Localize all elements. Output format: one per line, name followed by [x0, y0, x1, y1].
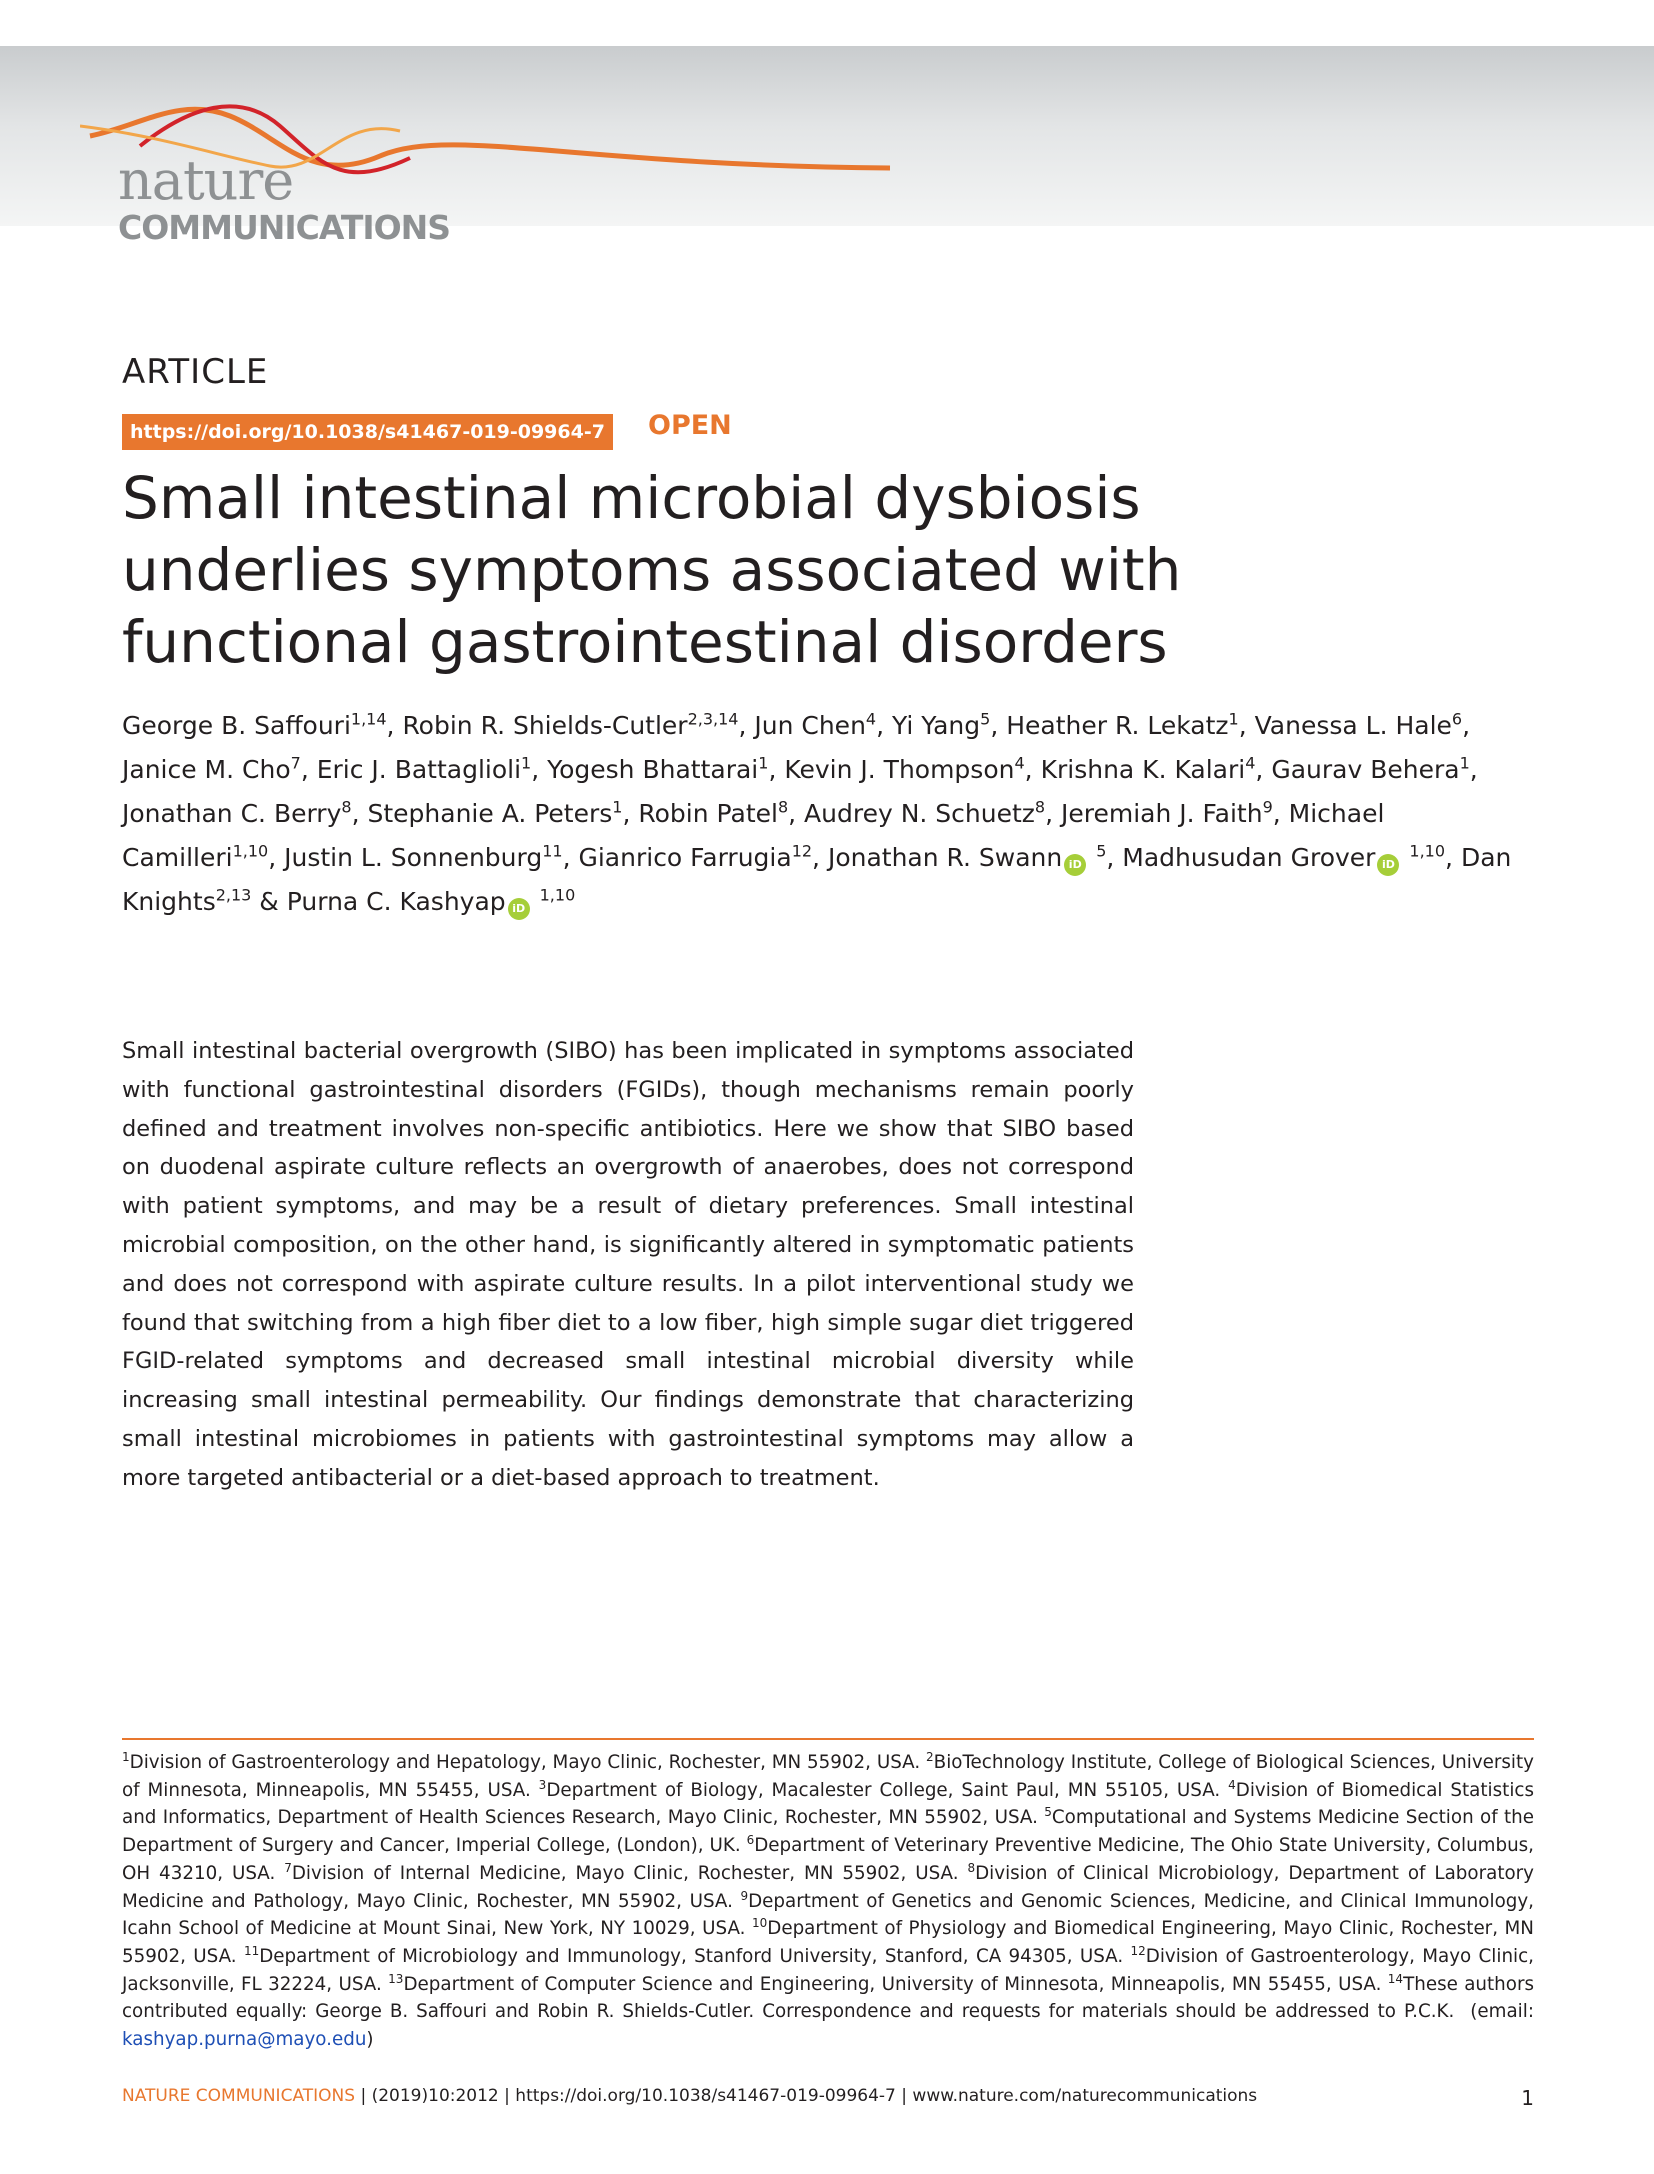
footnote-number: 2: [926, 1749, 934, 1764]
author-affiliation-number: 5: [980, 709, 991, 729]
footnote-text: These authors contributed equally: George B. Saffouri and Robin R. Shields-Cutler. Correspondence and requests for materials should be addressed to P.C.K.: [122, 1973, 1534, 2023]
correspondence-prefix: (email:: [1462, 2001, 1534, 2023]
author-affiliation-number: 1: [1228, 709, 1239, 729]
author-name: Gianrico Farrugia: [578, 843, 792, 872]
author-affiliation-number: 7: [290, 753, 301, 773]
author-affiliation-number: 2,13: [215, 885, 252, 905]
footnote-number: 7: [284, 1860, 292, 1875]
author-name: Madhusudan Grover: [1122, 843, 1376, 872]
author-name: Jonathan C. Berry: [122, 799, 342, 828]
article-type-label: ARTICLE: [122, 352, 269, 392]
footnote-text: Division of Biomedical Statistics and Informatics, Department of Health Sciences Research, Mayo Clinic, Rochester, MN 55902, USA.: [122, 1779, 1534, 1829]
author-affiliation-number: 12: [791, 841, 813, 861]
author-name: Jonathan R. Swann: [827, 843, 1063, 872]
footnote-number: 10: [751, 1916, 768, 1931]
author-name: Janice M. Cho: [122, 755, 291, 784]
author-name: Audrey N. Schuetz: [804, 799, 1035, 828]
author-affiliation-number: 6: [1451, 709, 1463, 729]
article-title: Small intestinal microbial dysbiosis underlies symptoms associated with functional gastrointestinal disorders: [122, 464, 1182, 676]
author-name: Robin R. Shields-Cutler: [402, 711, 688, 740]
author-name: Robin Patel: [638, 799, 778, 828]
author-name: Yi Yang: [892, 711, 981, 740]
footnote-text: Department of Biology, Macalester College, Saint Paul, MN 55105, USA.: [546, 1779, 1229, 1801]
footnote-divider: [122, 1738, 1534, 1740]
author-name: Jun Chen: [754, 711, 866, 740]
footnote-text: Department of Computer Science and Engineering, University of Minnesota, Minneapolis, MN 55455, USA.: [403, 1973, 1388, 1995]
footer-website-link[interactable]: www.nature.com/naturecommunications: [912, 2086, 1258, 2106]
footnote-text: Department of Physiology and Biomedical Engineering, Mayo Clinic, Rochester, MN 55902, USA.: [122, 1918, 1534, 1967]
author-affiliation-number: 1,14: [350, 709, 387, 729]
author-affiliation-number: 4: [865, 709, 877, 729]
author-affiliation-number: 4: [1014, 753, 1025, 773]
author-name: Purna C. Kashyap: [286, 887, 506, 916]
footnote-number: 13: [388, 1971, 404, 1986]
author-name: Krishna K. Kalari: [1040, 755, 1246, 784]
footnote-number: 5: [1044, 1805, 1052, 1820]
author-affiliation-number: 1,10: [232, 841, 269, 861]
footnote-text: Division of Clinical Microbiology, Department of Laboratory Medicine and Pathology, Mayo Clinic, Rochester, MN 55902, USA.: [122, 1862, 1535, 1912]
author-affiliation-number: 8: [341, 797, 352, 817]
footnote-text: Division of Gastroenterology, Mayo Clinic, Jacksonville, FL 32224, USA.: [122, 1945, 1534, 1995]
author-affiliation-number: 5: [1096, 841, 1107, 861]
author-name: Jeremiah J. Faith: [1061, 799, 1263, 828]
correspondence-suffix: ): [366, 2029, 374, 2051]
footnote-text: Department of Genetics and Genomic Sciences, Medicine, and Clinical Immunology, Icahn School of Medicine at Mount Sinai, New York, NY 10029, USA.: [122, 1890, 1534, 1940]
author-affiliation-number: 1,10: [1409, 841, 1446, 861]
footnote-number: 3: [538, 1777, 547, 1792]
author-name: Dan Knights: [122, 843, 1512, 916]
footnote-text: Department of Veterinary Preventive Medicine, The Ohio State University, Columbus, OH 43210, USA.: [122, 1835, 1534, 1884]
author-affiliation-number: 2,3,14: [687, 709, 739, 729]
footnote-number: 6: [746, 1833, 755, 1848]
open-access-label: OPEN: [648, 410, 732, 441]
journal-banner: [0, 46, 1654, 247]
footnote-number: 8: [967, 1860, 976, 1875]
author-affiliation-number: 1: [1459, 753, 1470, 773]
author-affiliation-number: 1: [612, 797, 623, 817]
footnote-text: Division of Gastroenterology and Hepatology, Mayo Clinic, Rochester, MN 55902, USA.: [129, 1752, 927, 1773]
footnote-number: 12: [1130, 1943, 1146, 1958]
footer-doi-link[interactable]: https://doi.org/10.1038/s41467-019-09964-7: [515, 2086, 896, 2106]
abstract: Small intestinal bacterial overgrowth (SIBO) has been implicated in symptoms associated with functional gastrointestinal disorders (FGIDs), though mechanisms remain poorly defined and treatment involves non-specific antibiotics. Here we show that SIBO based on duodenal aspirate culture reflects an overgrowth of anaerobes, does not correspond with patient symptoms, and may be a result of dietary preferences. Small intestinal microbial composition, on the other hand, is significantly altered in symptomatic patients and does not correspond with aspirate culture results. In a pilot interventional study we found that switching from a high fiber diet to a low fiber, high simple sugar diet triggered FGID-related symptoms and decreased small intestinal microbial diversity while increasing small intestinal permeability. Our findings demonstrate that characterizing small intestinal microbiomes in patients with gastrointestinal symptoms may allow a more targeted antibacterial or a diet-based approach to treatment.: [122, 1038, 1134, 1491]
logo-communications-text: COMMUNICATIONS: [118, 208, 451, 247]
footnote-text: BioTechnology Institute, College of Biological Sciences, University of Minnesota, Minneapolis, MN 55455, USA.: [122, 1752, 1534, 1801]
footnote-number: 9: [740, 1888, 749, 1903]
author-name: Michael Camilleri: [122, 799, 1385, 872]
author-affiliation-number: 8: [1034, 797, 1046, 817]
page-number: 1: [1521, 2086, 1534, 2110]
author-affiliation-number: 1: [521, 753, 532, 773]
orcid-icon[interactable]: iD: [508, 898, 530, 920]
footnote-number: 4: [1228, 1777, 1236, 1792]
logo-nature-text: nature: [118, 149, 294, 212]
footnote-text: Department of Microbiology and Immunology, Stanford University, Stanford, CA 94305, USA.: [259, 1945, 1131, 1967]
author-affiliation-number: 4: [1245, 753, 1256, 773]
author-name: Eric J. Battaglioli: [316, 755, 522, 784]
author-affiliation-number: 11: [542, 841, 563, 861]
correspondence-email-link[interactable]: kashyap.purna@mayo.edu: [122, 2029, 367, 2051]
author-name: Gaurav Behera: [1271, 755, 1460, 784]
author-affiliation-number: 1,10: [539, 885, 576, 905]
page-footer: [122, 2086, 1534, 2110]
footnote-number: 1: [122, 1749, 130, 1764]
author-name: Heather R. Lekatz: [1006, 711, 1229, 740]
author-affiliation-number: 1: [758, 753, 769, 773]
author-name: George B. Saffouri: [122, 711, 351, 740]
author-list: George B. Saffouri$^{1,14}$, Robin R. Shields-Cutler$^{2,3,14}$, Jun Chen$^4$, Yi Yang$^5$, Heather R. Lekatz$^1$, Vanessa L. Hale$^6$, Janice M. Cho$^7$, Eric J. Battaglioli$^1$, Yogesh Bhattarai$^1$, Kevin J. Thompson$^4$, Krishna K. Kalari$^4$, Gaurav Behera$^1$, Jonathan C. Berry$^8$, Stephanie A. Peters$^1$, Robin Patel$^8$, Audrey N. Schuetz$^8$, Jeremiah J. Faith$^9$, Michael Camilleri$^{1,10}$, Justin L. Sonnenburg$^{11}$, Gianrico Farrugia$^{12}$, Jonathan R. Swann iD $^5$, Madhusudan Grover iD $^{1,10}$, Dan Knights$^{2,13}$ & Purna C. Kashyap iD $^{1,10}$: [122, 704, 1542, 924]
footer-journal-name: NATURE COMMUNICATIONS: [122, 2086, 356, 2106]
author-name: Justin L. Sonnenburg: [284, 843, 543, 872]
footer-citation: (2019)10:2012: [371, 2086, 499, 2106]
footer-separator: |: [504, 2086, 516, 2106]
doi-link[interactable]: https://doi.org/10.1038/s41467-019-09964-7: [122, 414, 613, 450]
orcid-icon[interactable]: iD: [1377, 854, 1399, 876]
footer-separator: |: [901, 2086, 913, 2106]
footnote-text: Division of Internal Medicine, Mayo Clinic, Rochester, MN 55902, USA.: [291, 1862, 968, 1884]
author-affiliation-number: 8: [777, 797, 789, 817]
footnote-text: Computational and Systems Medicine Section of the Department of Surgery and Cancer, Imperial College, (London), UK.: [122, 1807, 1534, 1857]
footer-separator: |: [360, 2086, 372, 2106]
footnote-number: 14: [1387, 1971, 1404, 1986]
author-name: Yogesh Bhattarai: [547, 755, 759, 784]
author-affiliation-number: 9: [1262, 797, 1273, 817]
author-name: Stephanie A. Peters: [367, 799, 613, 828]
orcid-icon[interactable]: iD: [1064, 854, 1086, 876]
footnote-number: 11: [243, 1943, 260, 1958]
affiliations-footnotes: [122, 1749, 1534, 2054]
author-name: Vanessa L. Hale: [1254, 711, 1452, 740]
author-name: Kevin J. Thompson: [784, 755, 1015, 784]
